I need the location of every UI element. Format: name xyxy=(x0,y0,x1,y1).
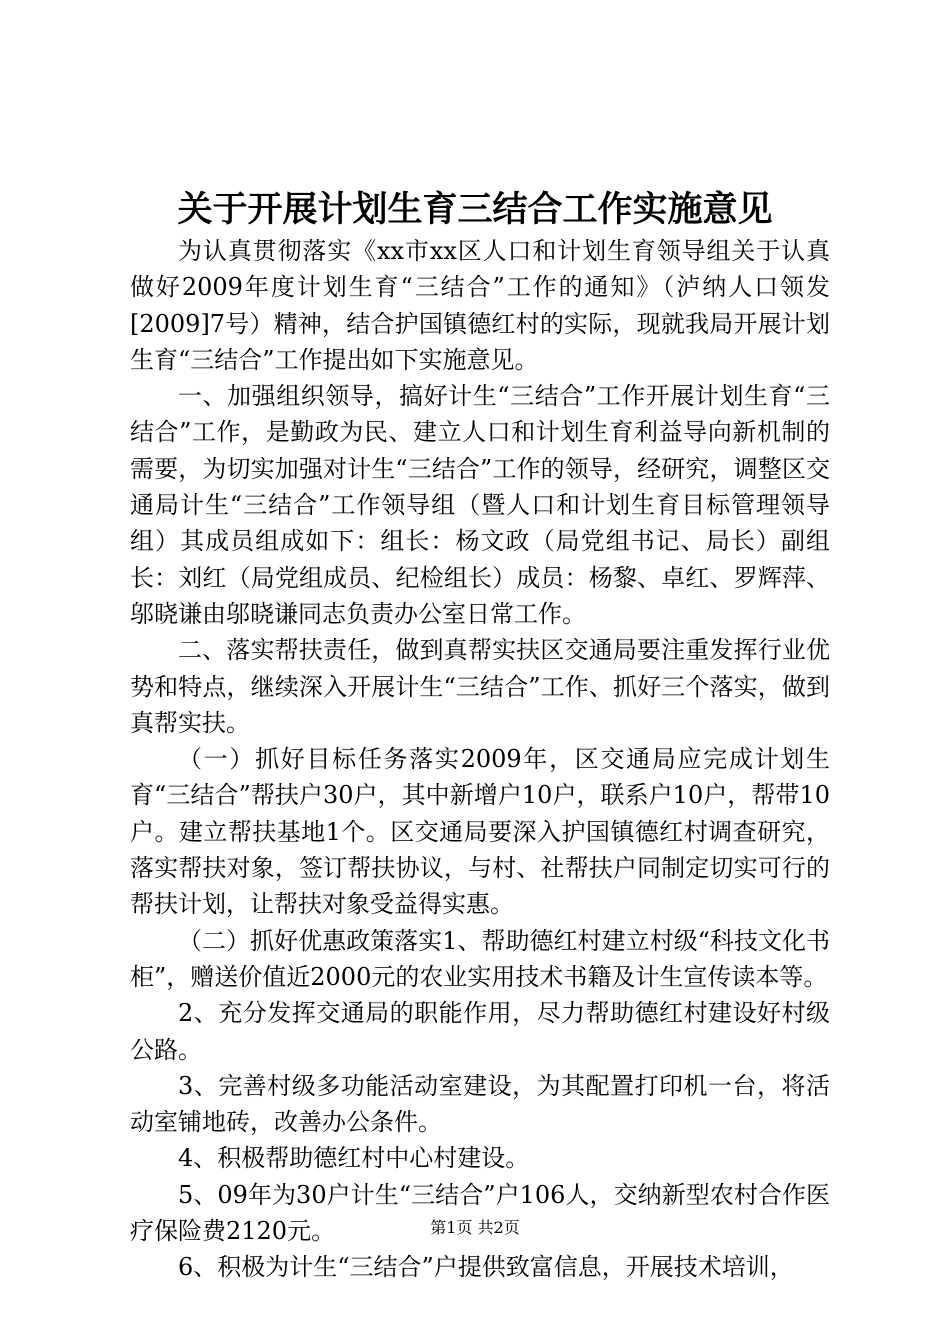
document-title: 关于开展计划生育三结合工作实施意见 xyxy=(177,189,773,230)
paragraph-item-6: 6、积极为计生“三结合”户提供致富信息，开展技术培训， xyxy=(178,1253,794,1282)
paragraph-item-2: 2、充分发挥交通局的职能作用，尽力帮助德红村建设好村级公路。 xyxy=(130,999,830,1064)
paragraph-section-2: 二、落实帮扶责任，做到真帮实扶区交通局要注重发挥行业优势和特点，继续深入开展计生“三结合”工作、抓好三个落实，做到真帮实扶。 xyxy=(130,636,830,737)
document-body xyxy=(130,233,830,1286)
paragraph-item-3: 3、完善村级多功能活动室建设，为其配置打印机一台，将活动室铺地砖，改善办公条件。 xyxy=(130,1071,830,1137)
paragraph-item-4: 4、积极帮助德红村中心村建设。 xyxy=(178,1144,530,1173)
paragraph-section-1: 一、加强组织领导，搞好计生“三结合”工作开展计划生育“三结合”工作，是勤政为民、建立人口和计划生育利益导向新机制的需要，为切实加强对计生“三结合”工作的领导，经研究，调整区交通局计生“三结合”工作领导组（暨人口和计划生育目标管理领导组）其成员组成如下：组长：杨文政（局党组书记、局长）副组长：刘红（局党组成员、纪检组长）成员：杨黎、卓红、罗辉萍、邬晓谦由邬晓谦同志负责办公室日常工作。 xyxy=(130,382,830,628)
paragraph-subsection-1: （一）抓好目标任务落实2009年，区交通局应完成计划生育“三结合”帮扶户30户，其中新增户10户，联系户10户，帮带10户。建立帮扶基地1个。区交通局要深入护国镇德红村调查研究，落实帮扶对象，签订帮扶协议，与村、社帮扶户同制定切实可行的帮扶计划，让帮扶对象受益得实惠。 xyxy=(130,745,830,919)
paragraph-subsection-2: （二）抓好优惠政策落实1、帮助德红村建立村级“科技文化书柜”，赠送价值近2000元的农业实用技术书籍及计生宣传读本等。 xyxy=(130,926,830,991)
page-footer: 第1页 共2页 xyxy=(430,1218,520,1237)
paragraph-item-5: 5、09年为30户计生“三结合”户106人，交纳新型农村合作医疗保险费2120元。 xyxy=(130,1180,830,1246)
paragraph-intro: 为认真贯彻落实《xx市xx区人口和计划生育领导组关于认真做好2009年度计划生育“三结合”工作的通知》（泸纳人口领发[2009]7号）精神，结合护国镇德红村的实际，现就我局开展计划生育“三结合”工作提出如下实施意见。 xyxy=(130,237,830,374)
